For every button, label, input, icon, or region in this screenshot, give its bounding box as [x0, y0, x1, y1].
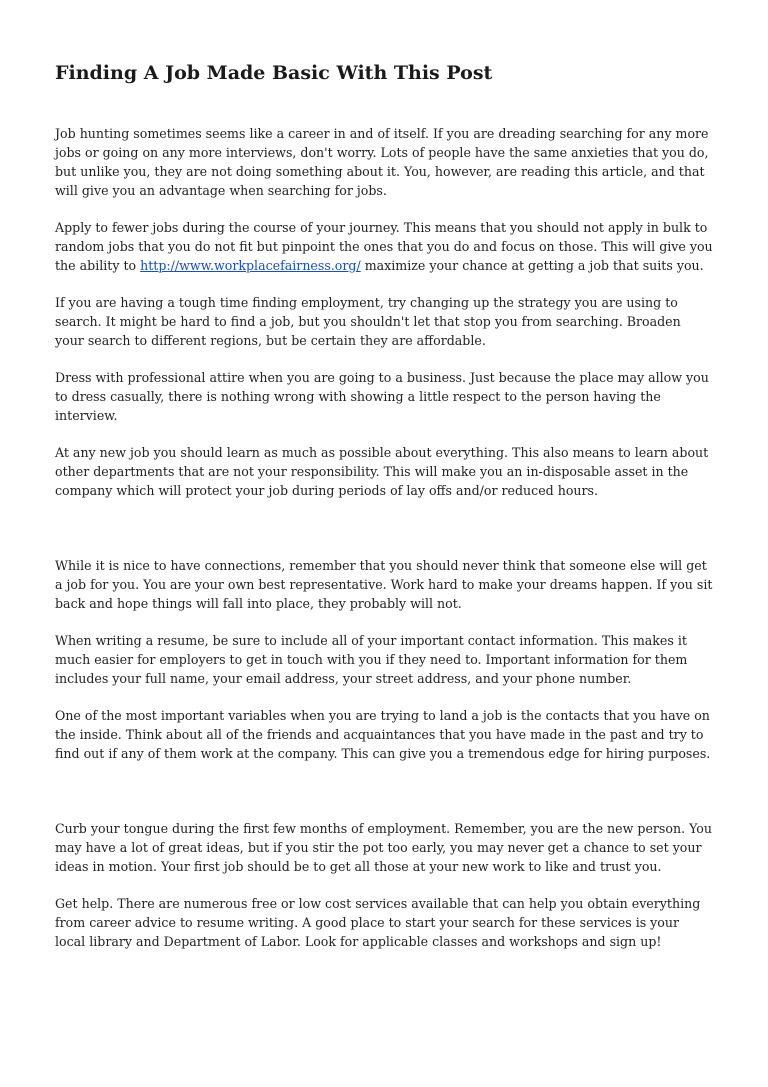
paragraph-text: Apply to fewer jobs during the course of your journey. This means that you should not apply in bulk to random jobs that you do not fit but pinpoint the ones that you do and focus on those. This will give you the ability to [55, 220, 713, 273]
paragraph-apply-fewer [55, 218, 713, 275]
paragraph-text: maximize your chance at getting a job that suits you. [360, 258, 704, 273]
paragraph-strategy: If you are having a tough time finding employment, try changing up the strategy you are using to search. It might be hard to find a job, but you shouldn't let that stop you from searching. Broaden your search to different regions, but be certain they are affordable. [55, 295, 681, 348]
paragraph-connections: While it is nice to have connections, remember that you should never think that someone else will get a job for you. You are your own best representative. Work hard to make your dreams happen. If you sit back and hope things will fall into place, they probably will not. [55, 558, 713, 611]
paragraph-resume: When writing a resume, be sure to include all of your important contact information. This makes it much easier for employers to get in touch with you if they need to. Important information for them includes your full name, your email address, your street address, and your phone number. [55, 633, 688, 686]
spacer [55, 781, 713, 819]
paragraph-help: Get help. There are numerous free or low cost services available that can help you obtain everything from career advice to resume writing. A good place to start your search for these services is your local library and Department of Labor. Look for applicable classes and workshops and sign up! [55, 896, 701, 949]
spacer [55, 518, 713, 556]
paragraph-attire: Dress with professional attire when you are going to a business. Just because the place may allow you to dress casually, there is nothing wrong with showing a little respect to the person having the interview. [55, 370, 709, 423]
workplace-fairness-link[interactable]: http://www.workplacefairness.org/ [140, 258, 361, 273]
paragraph-intro: Job hunting sometimes seems like a career in and of itself. If you are dreading searching for any more jobs or going on any more interviews, don't worry. Lots of people have the same anxieties that you do, but unlike you, they are not doing something about it. You, however, are reading this article, and that will give you an advantage when searching for jobs. [55, 126, 709, 198]
paragraph-contacts: One of the most important variables when you are trying to land a job is the contacts that you have on the inside. Think about all of the friends and acquaintances that you have made in the past and try to find out if any of them work at the company. This can give you a tremendous edge for hiring purposes. [55, 708, 711, 761]
page-title: Finding A Job Made Basic With This Post [55, 62, 493, 84]
document-page [55, 58, 713, 969]
paragraph-learn: At any new job you should learn as much as possible about everything. This also means to learn about other departments that are not your responsibility. This will make you an in-disposable asset in the company which will protect your job during periods of lay offs and/or reduced hours. [55, 445, 709, 498]
paragraph-tongue: Curb your tongue during the first few months of employment. Remember, you are the new person. You may have a lot of great ideas, but if you stir the pot too early, you may never get a chance to set your ideas in motion. Your first job should be to get all those at your new work to like and trust you. [55, 821, 712, 874]
